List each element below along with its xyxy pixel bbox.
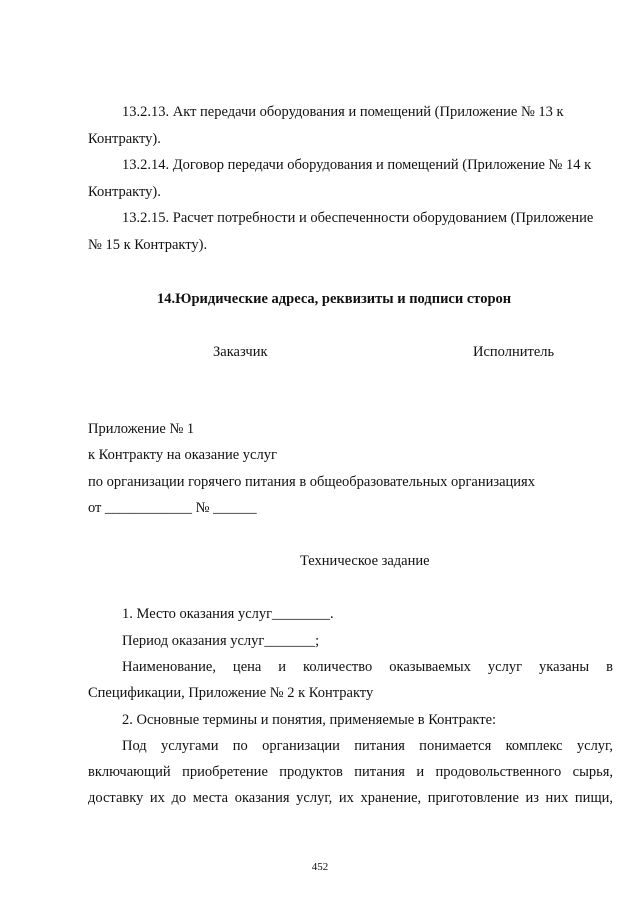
item-13-line-1: 13.2.13. Акт передачи оборудования и помещений (Приложение № 13 к bbox=[122, 104, 564, 120]
item-13-line-2: Контракту). bbox=[88, 131, 161, 147]
appendix-line-3: по организации горячего питания в общеобразовательных организациях bbox=[88, 474, 535, 490]
tech-spec-title: Техническое задание bbox=[300, 553, 430, 569]
tech-paragraph-2: Период оказания услуг_______; bbox=[122, 633, 320, 649]
item-15-line-2: № 15 к Контракту). bbox=[88, 237, 208, 253]
tech-paragraph-3-line-2: Спецификации, Приложение № 2 к Контракту bbox=[88, 685, 374, 701]
tech-paragraph-5-line-1: Под услугами по организации питания понимается комплекс услуг, bbox=[122, 738, 613, 754]
tech-paragraph-5-line-3: доставку их до места оказания услуг, их хранение, приготовление из них пищи, bbox=[88, 790, 613, 806]
tech-paragraph-4: 2. Основные термины и понятия, применяемые в Контракте: bbox=[122, 712, 497, 728]
customer-label: Заказчик bbox=[213, 344, 268, 360]
appendix-line-4: от ____________ № ______ bbox=[88, 500, 257, 516]
contractor-label: Исполнитель bbox=[473, 344, 555, 360]
item-14-line-1: 13.2.14. Договор передачи оборудования и помещений (Приложение № 14 к bbox=[122, 157, 592, 173]
item-15-line-1: 13.2.15. Расчет потребности и обеспеченности оборудованием (Приложение bbox=[122, 210, 594, 226]
appendix-line-2: к Контракту на оказание услуг bbox=[88, 447, 277, 463]
section-14-title: 14.Юридические адреса, реквизиты и подписи сторон bbox=[157, 291, 512, 307]
appendix-line-1: Приложение № 1 bbox=[88, 421, 195, 437]
tech-paragraph-1: 1. Место оказания услуг________. bbox=[122, 606, 334, 622]
page-number: 452 bbox=[311, 861, 329, 873]
tech-paragraph-3-line-1: Наименование, цена и количество оказываемых услуг указаны в bbox=[122, 659, 613, 675]
item-14-line-2: Контракту). bbox=[88, 184, 161, 200]
tech-paragraph-5-line-2: включающий приобретение продуктов питания и продовольственного сырья, bbox=[88, 764, 613, 780]
